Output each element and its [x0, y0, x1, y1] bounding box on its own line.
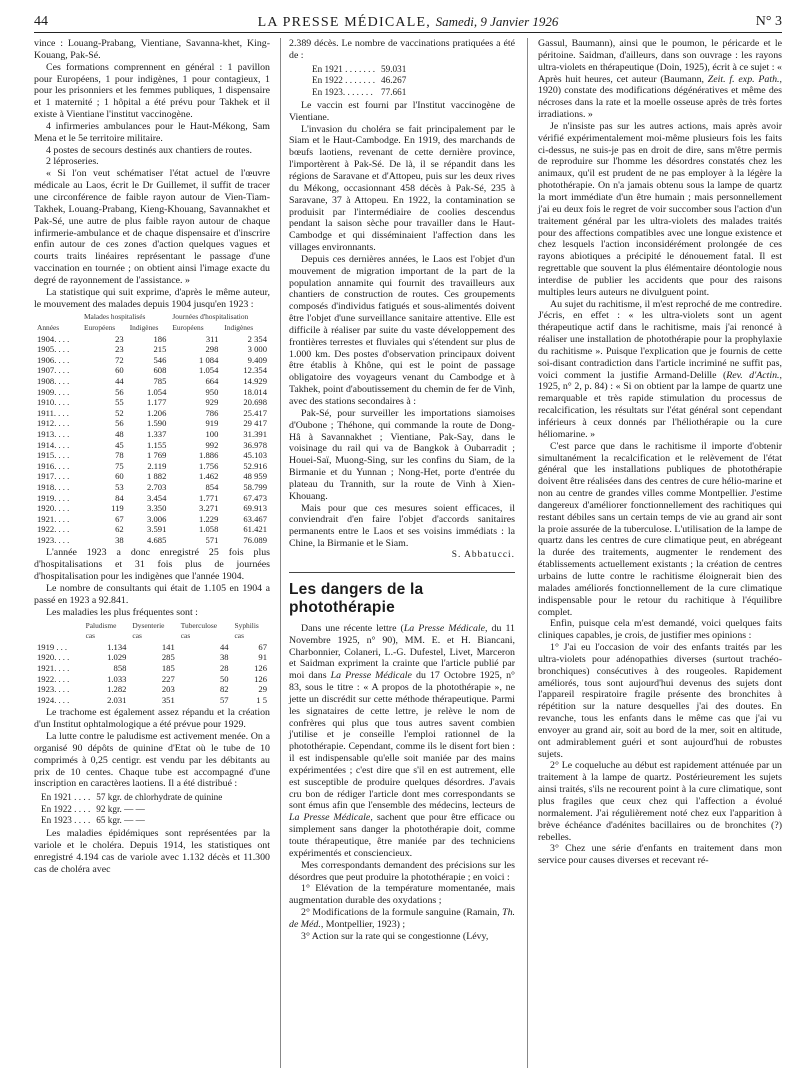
table-cell: 57: [219, 694, 229, 705]
table-cell: 29: [258, 684, 267, 695]
row-label: 1909. . . .: [37, 386, 70, 397]
row-label: 1921. . . .: [37, 513, 70, 524]
table-row: [38, 815, 225, 826]
table-cell: 92 kgr. — —: [96, 803, 145, 814]
text-run: Dans une récente lettre (: [301, 622, 404, 634]
table-cell: 1.282: [107, 684, 127, 695]
row-label: 1919. . . .: [37, 492, 70, 503]
row-label: En 1923 . . . .: [41, 815, 91, 825]
table-row: [309, 75, 409, 86]
text-run: , 1925, n° 2, p. 84) : « Si on obtient par la lampe de quartz une remarquable et très rapide stimulation du processus de recalcification, les résultats sur l'état général sont cependant inférieurs à ceux donnés par l'héliothérapie ou la cure héliomarine. »: [538, 369, 782, 440]
table-cell: 62: [115, 524, 124, 535]
table-cell: 45.103: [243, 450, 267, 461]
paragraph: Depuis ces dernières années, le Laos est l'objet d'un mouvement de migration important de la part de la population annamite qui fournit des travailleurs aux chantiers de construction de routes. Ces groupements composés d'individus fatigués et sous-alimentés doivent être l'objet d'une surveillance sanitaire attentive. Elle est difficile à réaliser par suite du vaste développement des frontières terrestes et fluviales qui s'étendent sur plus de 1.000 km. Des postes d'observation principaux doivent être établis à Khône, qui est le point de passage obligatoire des voyageurs venant du Cambodge et à Takhek, point d'aboutissement du chemin de fer de Vinh, avec des stations secondaires à :: [289, 253, 515, 407]
paragraph: Enfin, puisque cela m'est demandé, voici quelques faits cliniques capables, je crois, de justifier mes opinions :: [538, 618, 782, 642]
column-3: [538, 38, 782, 867]
row-label: 1913. . . .: [37, 428, 70, 439]
table-cell: 2.119: [147, 460, 167, 471]
paragraph: 4 infirmeries ambulances pour le Haut-Mékong, Sam Mena et le 5e territoire militaire.: [34, 120, 270, 144]
table-cell: 38: [219, 652, 229, 663]
row-label: 1923. . . .: [37, 684, 70, 695]
table-cell: 1.134: [107, 641, 127, 652]
table-cell: 53: [115, 481, 124, 492]
table-row: [38, 804, 225, 815]
diseases-table: [34, 621, 270, 706]
table-cell: 3 000: [247, 344, 267, 355]
table-cell: 50: [219, 673, 229, 684]
row-label: 1917. . . .: [37, 471, 70, 482]
table-cell: 60: [115, 471, 124, 482]
col-header-europeens: Européens: [172, 323, 204, 332]
table-cell: 57 kgr. de chlorhydrate de quinine: [96, 792, 223, 803]
column-1: [34, 38, 270, 876]
section-rule: [289, 572, 515, 573]
paragraph: La statistique qui suit exprime, d'après le même auteur, le mouvement des malades depuis 1904 jusqu'en 1923 :: [34, 286, 270, 310]
table-cell: 55: [115, 397, 124, 408]
table-cell: 63.467: [243, 513, 267, 524]
table-cell: 1.177: [147, 397, 167, 408]
table-cell: 82: [219, 684, 229, 695]
paragraph: [289, 907, 515, 931]
table-cell: 23: [115, 333, 124, 344]
table-row: [34, 652, 270, 663]
paragraph: Le vaccin est fourni par l'Institut vaccinogène de Vientiane.: [289, 99, 515, 123]
table-row: [34, 663, 270, 674]
table-row: [34, 334, 270, 345]
table-row: [34, 535, 270, 546]
table-cell: 215: [153, 344, 167, 355]
row-label: En 1923. . . . . . .: [312, 86, 373, 97]
paragraph: 3° Chez une série d'enfants en traitement dans mon service pour causes diverses et recevant ré-: [538, 843, 782, 867]
row-label: 1922. . . .: [37, 524, 70, 535]
table-cell: 1.590: [147, 418, 167, 429]
table-cell: 48 959: [243, 471, 267, 482]
paragraph: vince : Louang-Prabang, Vientiane, Savanna-khet, King-Kouang, Pak-Sé.: [34, 38, 270, 61]
table-cell: 571: [205, 534, 219, 545]
col-header-europeens: Européens: [83, 323, 116, 332]
table-cell: 56: [115, 418, 124, 429]
table-cell: 28: [219, 662, 229, 673]
table-cell: 1.054: [147, 386, 167, 397]
issue-number: N° 3: [755, 14, 782, 29]
table-cell: 786: [205, 407, 219, 418]
table-cell: 69.913: [243, 503, 267, 514]
paragraph: 2 léproseries.: [46, 156, 99, 168]
paragraph: 2° Le coqueluche au début est rapidement atténuée par un traitement à la lampe de quartz. Postérieurement les sujets ainsi traités, s'ils ne recourent point à la cure climatique, sont plus fragiles que ceux chez qui l'affection a évolué normalement. J'ai régulièrement noté chez eux l'apparition à brève échéance d'adénites bacillaires ou de bronchites (?) rebelles.: [538, 760, 782, 843]
table-row: [34, 524, 270, 535]
table-cell: 1.206: [147, 407, 167, 418]
table-cell: 1 882: [147, 471, 167, 482]
column-rule: [280, 38, 281, 1068]
paragraph: L'invasion du choléra se fait principalement par le Siam et le Haut-Cambodge. En 1919, des marchands de bœufs laotiens, revenant de cette dernière province, l'importèrent à Pak-Sé. De là, il se répandit dans les régions de Saravane et d'Attopeu, puis sur les deux rives du Mékong, occasionnant 458 décès à Pak-Sé, 235 à Saravane, 37 à Attopeu. En 1922, la contamination se produisit par l'intermédiaire de coolies descendus pendant la saison sèche pour travailler dans le Haut-Cambodge et qui disséminaient l'affection dans les villages environnants.: [289, 123, 515, 254]
hospitalisation-table: [34, 312, 270, 545]
table-row: [34, 450, 270, 461]
table-row: [34, 471, 270, 482]
text-run: , 1920) constate des modifications dégénératives et même des nécroses dans la rate et la moelle osseuse après de très fortes irradiations. »: [538, 73, 782, 121]
paragraph: [289, 623, 515, 860]
table-cell: 65 kgr. — —: [96, 815, 145, 825]
table-cell: 785: [153, 375, 167, 386]
table-row: [34, 493, 270, 504]
table-cell: 20.698: [243, 397, 267, 408]
paragraph: 3° Action sur la rate qui se congestionne (Lévy,: [301, 930, 489, 942]
vaccinations-table: [309, 64, 409, 98]
paragraph: Je n'insiste pas sur les autres actions, mais après avoir vérifié expérimentalement moi-même plusieurs fois les faits ci-dessus, ne suis-je pas en droit de dire, sans m'être permis de reproduire sur l'homme les désordres constatés chez les animaux, qu'il est prudent de ne pas employer à la légère la photothérapie. On n'a jamais obtenu sous la lampe de quartz la mort immédiate d'un être humain ; mais personnellement j'ai eu deux fois le regret de voir succomber sous l'action d'un traitement général par les ultra-violets des malades traités pour des affections compatibles avec une longue existence et chez lesquels l'action inconsidérément prolongée de ces rayons abiotiques a précipité le dénouement fatal. Il est regrettable que souvent la plus élémentaire déontologie nous interdise de publier les accidents que pour des raisons multiples leurs auteurs ne divulguent point.: [538, 120, 782, 298]
table-cell: 45: [115, 439, 124, 450]
author-signature: S. Abbatucci.: [451, 549, 515, 560]
table-cell: 18.014: [243, 386, 267, 397]
table-cell: 298: [205, 344, 219, 355]
table-cell: 36.978: [243, 439, 267, 450]
table-cell: 61.421: [243, 524, 267, 535]
table-cell: 60: [115, 365, 124, 376]
col-header-tuberculose: Tuberculose: [180, 620, 218, 630]
table-row: [34, 376, 270, 387]
table-cell: 311: [205, 333, 219, 344]
table-cell: 14.929: [243, 375, 267, 386]
table-cell: 1.756: [199, 460, 219, 471]
row-label: 1911. . . .: [37, 407, 69, 418]
row-label: En 1922 . . . .: [41, 803, 91, 814]
quote-paragraph: « Si l'on veut schématiser l'état actuel de l'œuvre médicale au Laos, écrit le Dr Guillemet, il suffit de tracer une circonférence de faible rayon autour de Vien-Tiam-Takhek, Louang-Prabang, Kieng-Khouang, Savannakhet et Pak-Sé, une autre de plus faible rayon autour de chaque infirmerie-ambulance et de chaque dispensaire et d'inscrire enfin autour de ces zones d'action quelques vagues et courts traits linéaires représentant le passage d'une vaccination en tournée ; on obtient ainsi l'image exacte du degré de rayonnement de l'assistance. »: [34, 168, 270, 286]
table-cell: 1.886: [199, 450, 219, 461]
paragraph: 1° Elévation de la température momentanée, mais augmentation durable des oxydations ;: [289, 883, 515, 907]
table-cell: 2 354: [247, 333, 267, 344]
citation: Th. de Méd.: [289, 907, 515, 930]
row-label: En 1922 . . . . . . .: [312, 75, 376, 86]
table-row: [34, 397, 270, 408]
table-cell: 46.267: [381, 75, 407, 86]
col-header-syphilis: Syphilis: [234, 620, 259, 630]
citation: Zeit. f. exp. Path.: [707, 73, 780, 85]
table-cell: 78: [115, 450, 124, 461]
table-cell: 1.229: [199, 513, 219, 524]
row-label: 1923. . . .: [37, 534, 70, 545]
paragraph: Mais pour que ces mesures soient efficaces, il conviendrait d'en faire l'objet d'accords sanitaires permanents entre le Laos et ses voisins immédiats : la Chine, la Birmanie et le Siam.: [289, 502, 515, 550]
row-label: 1916. . . .: [37, 460, 70, 471]
col-header-indigenes: Indigènes: [129, 323, 159, 332]
paragraph: 4 postes de secours destinés aux chantiers de routes.: [46, 144, 252, 156]
table-cell: 1.771: [199, 492, 219, 503]
row-label: 1918. . . .: [37, 481, 70, 492]
table-cell: 4.685: [147, 534, 167, 545]
row-label: 1907. . . .: [37, 365, 70, 376]
table-cell: 858: [113, 662, 127, 673]
table-cell: 203: [161, 684, 175, 695]
table-cell: 23: [115, 344, 124, 355]
table-cell: 950: [205, 386, 219, 397]
table-row: [34, 408, 270, 419]
row-label: 1921. . . .: [37, 662, 70, 673]
row-label: 1915. . . .: [37, 450, 70, 461]
row-label: En 1921 . . . .: [41, 792, 91, 803]
paragraph: Les maladies épidémiques sont représentées par la variole et le choléra. Depuis 1914, les statistiques ont enregistré 4.194 cas de variole avec 1.132 décès et 11.300 cas de choléra avec: [34, 828, 270, 875]
row-label: 1919 . . .: [37, 641, 68, 652]
table-cell: 186: [153, 333, 167, 344]
table-cell: 67: [115, 513, 124, 524]
group-header-malades: Malades hospitalisés: [83, 312, 146, 322]
table-cell: 67: [258, 641, 267, 652]
table-cell: 608: [153, 365, 167, 376]
table-cell: 664: [205, 375, 219, 386]
table-cell: 285: [161, 652, 175, 663]
group-header-journees: Journées d'hospitalisation: [172, 312, 249, 322]
table-cell: 56: [115, 386, 124, 397]
table-cell: 351: [161, 694, 175, 705]
table-cell: 1 5: [256, 694, 267, 705]
table-row: [34, 514, 270, 525]
table-cell: 929: [205, 397, 219, 408]
journal-citation: La Presse Médicale: [403, 622, 486, 634]
table-cell: 119: [111, 503, 124, 514]
quinine-table: [38, 792, 225, 826]
page-header: [34, 12, 782, 33]
table-cell: 75: [115, 460, 124, 471]
table-cell: 58.799: [243, 481, 267, 492]
text-run: 2° Modifications de la formule sanguine (Ramain,: [301, 907, 503, 919]
row-label: 1910. . . .: [37, 397, 70, 408]
table-cell: 992: [205, 439, 219, 450]
table-row: [34, 482, 270, 493]
table-row: [309, 64, 409, 75]
table-row: [34, 344, 270, 355]
table-cell: 141: [161, 641, 175, 652]
table-cell: 77.661: [381, 86, 407, 97]
table-cell: 59.031: [381, 63, 407, 74]
table-cell: 100: [205, 428, 219, 439]
table-cell: 72: [115, 354, 124, 365]
table-cell: 185: [161, 662, 175, 673]
table-cell: 854: [205, 481, 219, 492]
row-label: 1920. . . .: [37, 652, 70, 663]
row-label: 1908. . . .: [37, 375, 70, 386]
table-cell: 2.703: [147, 481, 167, 492]
table-row: [34, 440, 270, 451]
table-row: [34, 674, 270, 685]
table-cell: 1.029: [107, 652, 127, 663]
table-row: [34, 418, 270, 429]
row-label: 1920. . . .: [37, 503, 70, 514]
table-cell: 9.409: [247, 354, 267, 365]
table-cell: 44: [219, 641, 229, 652]
text-run: , du 11 Novembre 1925, n° 90), MM. E. et H. Biancani, Charbonnier, Colaneri, L.-G. Dufestel, Livet, Marceron et Saidman expriment la crainte que l'article publié par moi dans: [289, 622, 515, 682]
table-row: [34, 684, 270, 695]
column-rule: [527, 38, 528, 1068]
row-label: 1905. . . .: [37, 344, 70, 355]
table-cell: 1.337: [147, 428, 167, 439]
col-header-indigenes: Indigènes: [224, 323, 254, 332]
table-cell: 546: [153, 354, 167, 365]
table-cell: 126: [254, 673, 267, 684]
paragraph: Le trachome est également assez répandu et la création d'un Institut ophtalmologique a été prévue pour 1929.: [34, 707, 270, 731]
row-label: 1906. . . .: [37, 354, 70, 365]
text-run: , sachent que pour être efficace ou simplement sans danger la photothérapie doit, comme toute thérapeutique, être maniée par des techniciens expérimentés et consciencieux.: [289, 812, 515, 859]
citation: Rev. d'Actin.: [726, 369, 780, 381]
table-cell: 1.033: [107, 673, 127, 684]
paragraph: 2.389 décès. Le nombre de vaccinations pratiquées a été de :: [289, 38, 515, 61]
table-cell: 227: [161, 673, 175, 684]
table-cell: 2.031: [107, 694, 127, 705]
table-cell: 76.089: [243, 534, 267, 545]
table-cell: 3.591: [147, 524, 167, 535]
column-2: [289, 38, 515, 943]
table-cell: 91: [258, 652, 267, 663]
table-cell: 3.454: [147, 492, 167, 503]
unit-label: cas: [132, 631, 142, 641]
paragraph: 1° J'ai eu l'occasion de voir des enfants traités par les ultra-violets pour adénopathies diverses (surtout trachéo-bronchiques) consécutives à des rougeoles. Rapidement améliorés, tous sont aujourd'hui devenus des sujets dont l'appareil respiratoire fragile présente des bronchites à répétition sur la nature desquelles j'ai des doutes. En revanche, tous les enfants dans le même cas que j'ai vu envoyer au grand air, soit au bord de la mer, soit en altitude, ont admirablement guéri et sont aujourd'hui de robustes sujets.: [538, 642, 782, 760]
table-row: [34, 695, 270, 706]
table-cell: 31.391: [243, 428, 267, 439]
paragraph: [538, 38, 782, 121]
col-header-annees: Années: [37, 323, 60, 332]
unit-label: cas: [180, 631, 191, 641]
table-cell: 3.350: [147, 503, 167, 514]
col-header-paludisme: Paludisme: [85, 620, 117, 630]
table-cell: 12.354: [243, 365, 267, 376]
row-label: En 1921 . . . . . . .: [312, 63, 376, 74]
row-label: 1904. . . .: [37, 333, 70, 344]
table-cell: 126: [254, 662, 267, 673]
table-cell: 67.473: [243, 492, 267, 503]
unit-label: cas: [234, 631, 244, 641]
paragraph: Les maladies les plus fréquentes sont :: [46, 606, 198, 618]
table-row: [34, 355, 270, 366]
table-cell: 52.916: [243, 460, 267, 471]
row-label: 1924. . . .: [37, 694, 70, 705]
table-row: [34, 461, 270, 472]
table-cell: 1 769: [147, 450, 167, 461]
table-cell: 25.417: [243, 407, 267, 418]
text-run: Au sujet du rachitisme, il m'est reproché de me contredire. J'écris, en effet : « les ultra-violets sont un agent thérapeutique actif dans le rachitisme, mais j'ai renoncé à réaliser une installation de photothérapie pour la prophylaxie du rachitisme ». Puisque l'explication que je fournis de cette soi-disant contradiction dans l'article incriminé ne suffit pas, voici comment la justifie Armand-Delille (: [538, 298, 782, 381]
paragraph: C'est parce que dans le rachitisme il importe d'obtenir simultanément la recalcification et le relèvement de l'état général que les installations publiques de photothérapie doivent être réalisées dans des centres de cure hélio-marine et non au centre de grandes villes comme Montpellier. J'estime dangereux d'améliorer fonctionnellement des rachitiques qui restant débiles sans un certain temps de vie au grand air sont la proie assurée de la tuberculose. L'utilisation de la lampe de quartz dans les centres de cure climatique peut, en abrégeant la durée des traitements, augmenter le rendement des établissements actuellement existants ; la création de centres urbains de lutte contre le rachitisme éloignerait bien des malades améliorés fonctionnellement de la cure climatique indispensable pour le retour du rachitique à l'équilibre complet.: [538, 440, 782, 618]
issue-date: Samedi, 9 Janvier 1926: [435, 14, 559, 29]
table-cell: 1 084: [199, 354, 219, 365]
row-label: 1914. . . .: [37, 439, 70, 450]
table-cell: 3.271: [199, 503, 219, 514]
paragraph: Pak-Sé, pour surveiller les importations siamoises d'Oubone ; Théhone, qui commande la route de Dong-Hâ à Savannakhet ; Vientiane, Pak-Say, dans le voisinage du rail qui va de Bangkok à Oubarradit ; Houei-Saï, Muong-Sing, sur les confins du Siam, de la Birmanie et du Yunnan ; Nong-Het, porte d'entrée du plateau du Trannith, sur la route de Vinh à Xien-Khouang.: [289, 407, 515, 502]
table-cell: 52: [115, 407, 124, 418]
paragraph: Le nombre de consultants qui était de 1.105 en 1904 a passé en 1923 a 92.841.: [34, 583, 270, 606]
table-row: [34, 642, 270, 653]
unit-label: cas: [85, 631, 96, 641]
text-run: , Montpellier, 1923) ;: [320, 918, 406, 930]
journal-citation: La Presse Médicale: [289, 812, 371, 824]
table-cell: 84: [115, 492, 124, 503]
text-run: du 17 Octobre 1925, n° 83, sous le titre : « A propos de la photothérapie », ne jette un discrédit sur cette méthode thérapeutique. Parmi les signataires de cette lettre, je relève le nom de confrères qui plus que tous autres savent combien j'utilise et je conseille l'emploi rationnel de la photothérapie. Cependant, comme ils le disent fort bien : il est indispensable qu'elle soit maniée par des mains expérimentées ; c'est dire que s'il en est autrement, elle est susceptible de produire quelques désordres. J'avais cru bon de rédiger l'article dont mes correspondants se sont émus afin que l'ensemble des médecins, lecteurs de: [289, 670, 515, 812]
table-cell: 29 417: [243, 418, 267, 429]
table-cell: 44: [115, 375, 124, 386]
table-cell: 38: [115, 534, 124, 545]
table-cell: 1.155: [147, 439, 167, 450]
paragraph: [538, 299, 782, 441]
paragraph: L'année 1923 a donc enregistré 25 fois plus d'hospitalisations et 31 fois plus de journées d'hospitalisation pour les indigènes que l'année 1904.: [34, 547, 270, 583]
table-cell: 1.054: [199, 365, 219, 376]
table-row: [34, 429, 270, 440]
table-cell: 48: [115, 428, 124, 439]
text-run: Gassul, Baumann), ainsi que le poumon, le péricarde et le péritoine. Saidman, d'ailleurs, dans son ouvrage : les rayons ultra-violets en thérapeutique (Doin, 1925), écrit à ce sujet : « Après huit heures, cet auteur (Baumann,: [538, 38, 782, 85]
table-row: [38, 792, 225, 803]
journal-title: [34, 14, 782, 31]
table-cell: 1.058: [199, 524, 219, 535]
col-header-dysenterie: Dysenterie: [132, 620, 165, 630]
table-row: [34, 365, 270, 376]
table-row: [309, 87, 409, 98]
page-number: 44: [34, 14, 48, 29]
row-label: 1912. . . .: [37, 418, 70, 429]
table-cell: 919: [205, 418, 219, 429]
table-cell: 3.006: [147, 513, 167, 524]
paragraph: Mes correspondants demandent des précisions sur les désordres que peut produire la photothérapie ; en voici :: [289, 859, 515, 883]
row-label: 1922. . . .: [37, 673, 70, 684]
table-row: [34, 387, 270, 398]
table-row: [34, 503, 270, 514]
article-heading: Les dangers de la photothérapie: [289, 580, 424, 616]
journal-citation: La Presse Médicale: [330, 670, 412, 682]
paragraph: Ces formations comprennent en général : 1 pavillon pour Européens, 1 pour indigènes, 1 pour contagieux, 1 pour les prisonniers et les femmes publiques, 1 dispensaire et 1 maternité ; 1 hôpital a été prévu pour Takhek et il existe à Vientiane l'institut vaccinogène.: [34, 61, 270, 121]
journal-name: LA PRESSE MÉDICALE,: [257, 15, 431, 30]
paragraph: La lutte contre le paludisme est activement menée. On a organisé 90 dépôts de quinine d'Etat où le tube de 10 comprimés à 0,25 centigr. est vendu par les débitants au prix de 10 centes. Chaque tube est accompagné d'une inscription en caractères laotiens. Il a été distribué :: [34, 730, 270, 790]
table-cell: 1.462: [199, 471, 219, 482]
